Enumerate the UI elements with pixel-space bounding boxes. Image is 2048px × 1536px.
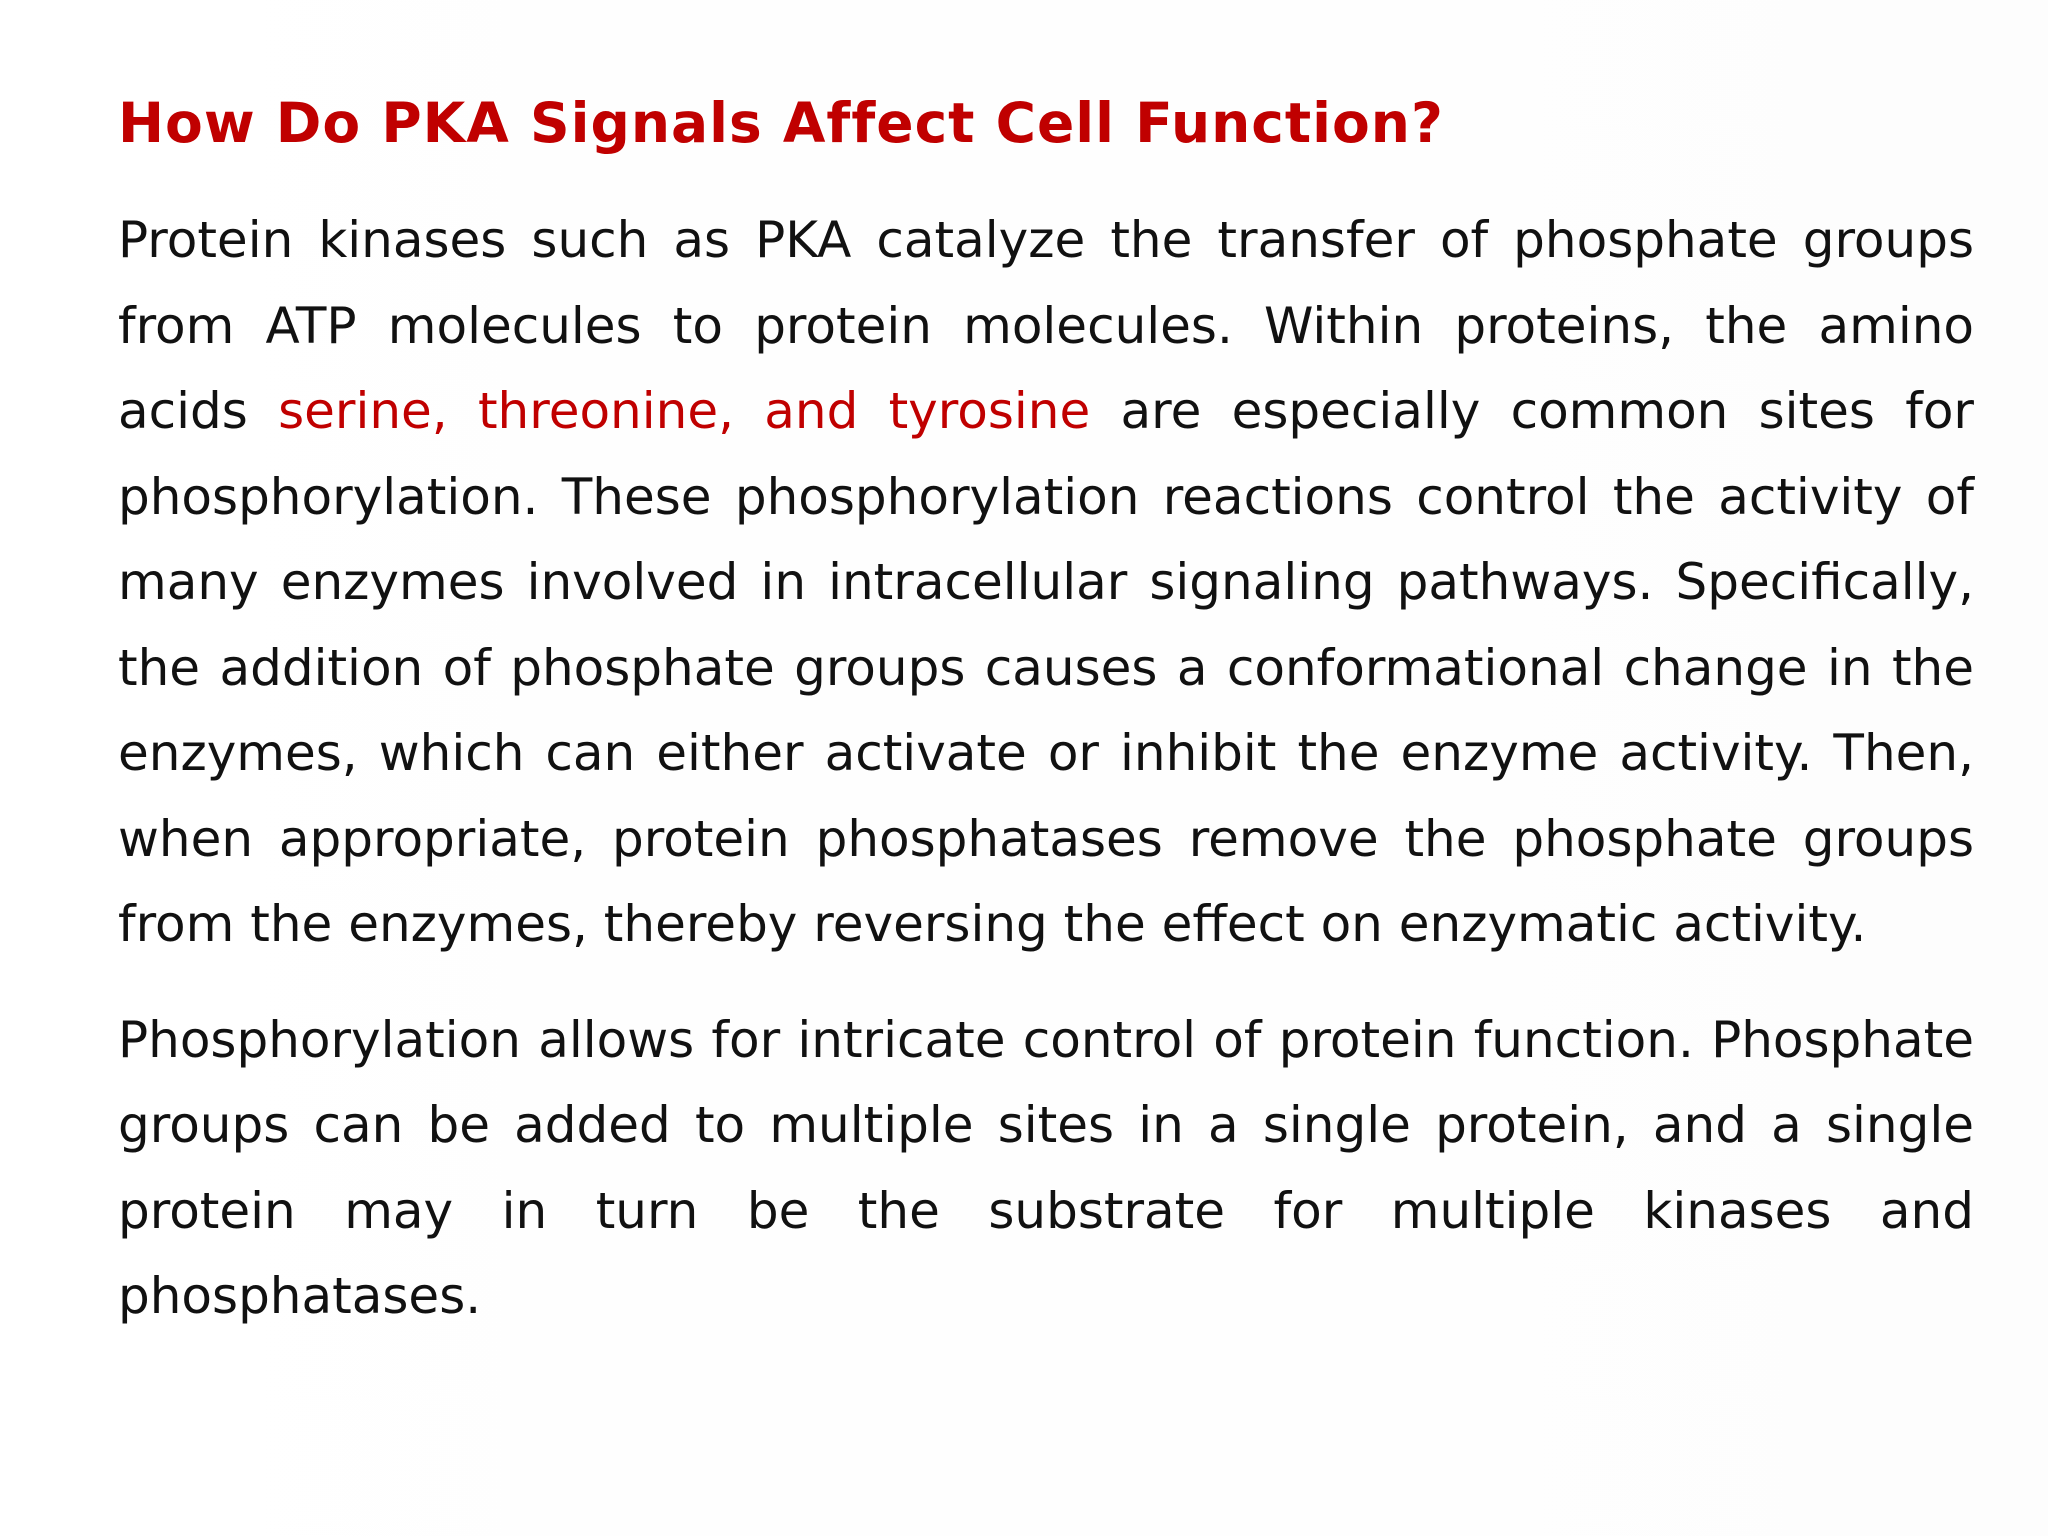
slide-title: How Do PKA Signals Affect Cell Function? xyxy=(118,91,1444,155)
paragraph-1-text-end: are especially common sites for phosphorylation. These phosphorylation reactions control the activity of many enzymes involved in intracellular signaling pathways. Specifically, the addition of phosphate groups causes a conformational change in the enzymes, which can either activate or inhibit the enzyme activity. Then, when appropriate, protein phosphatases remove the phosphate groups from the enzymes, thereby reversing the effect on enzymatic activity. xyxy=(118,382,1974,953)
slide-content xyxy=(118,78,1974,1340)
paragraph-phosphorylation-control: Phosphorylation allows for intricate control of protein function. Phosphate groups can be added to multiple sites in a single protein, and a single protein may in turn be the substrate for multiple kinases and phosphatases. xyxy=(118,1010,1974,1325)
amino-acids-highlight: serine, threonine, and tyrosine xyxy=(278,382,1091,440)
paragraph-1-text-start: Protein kinases such as PKA catalyze the transfer of phosphate groups from ATP molecules to protein molecules. Within proteins, the amino acids xyxy=(118,211,1974,440)
paragraph-kinase-function xyxy=(118,198,1974,968)
